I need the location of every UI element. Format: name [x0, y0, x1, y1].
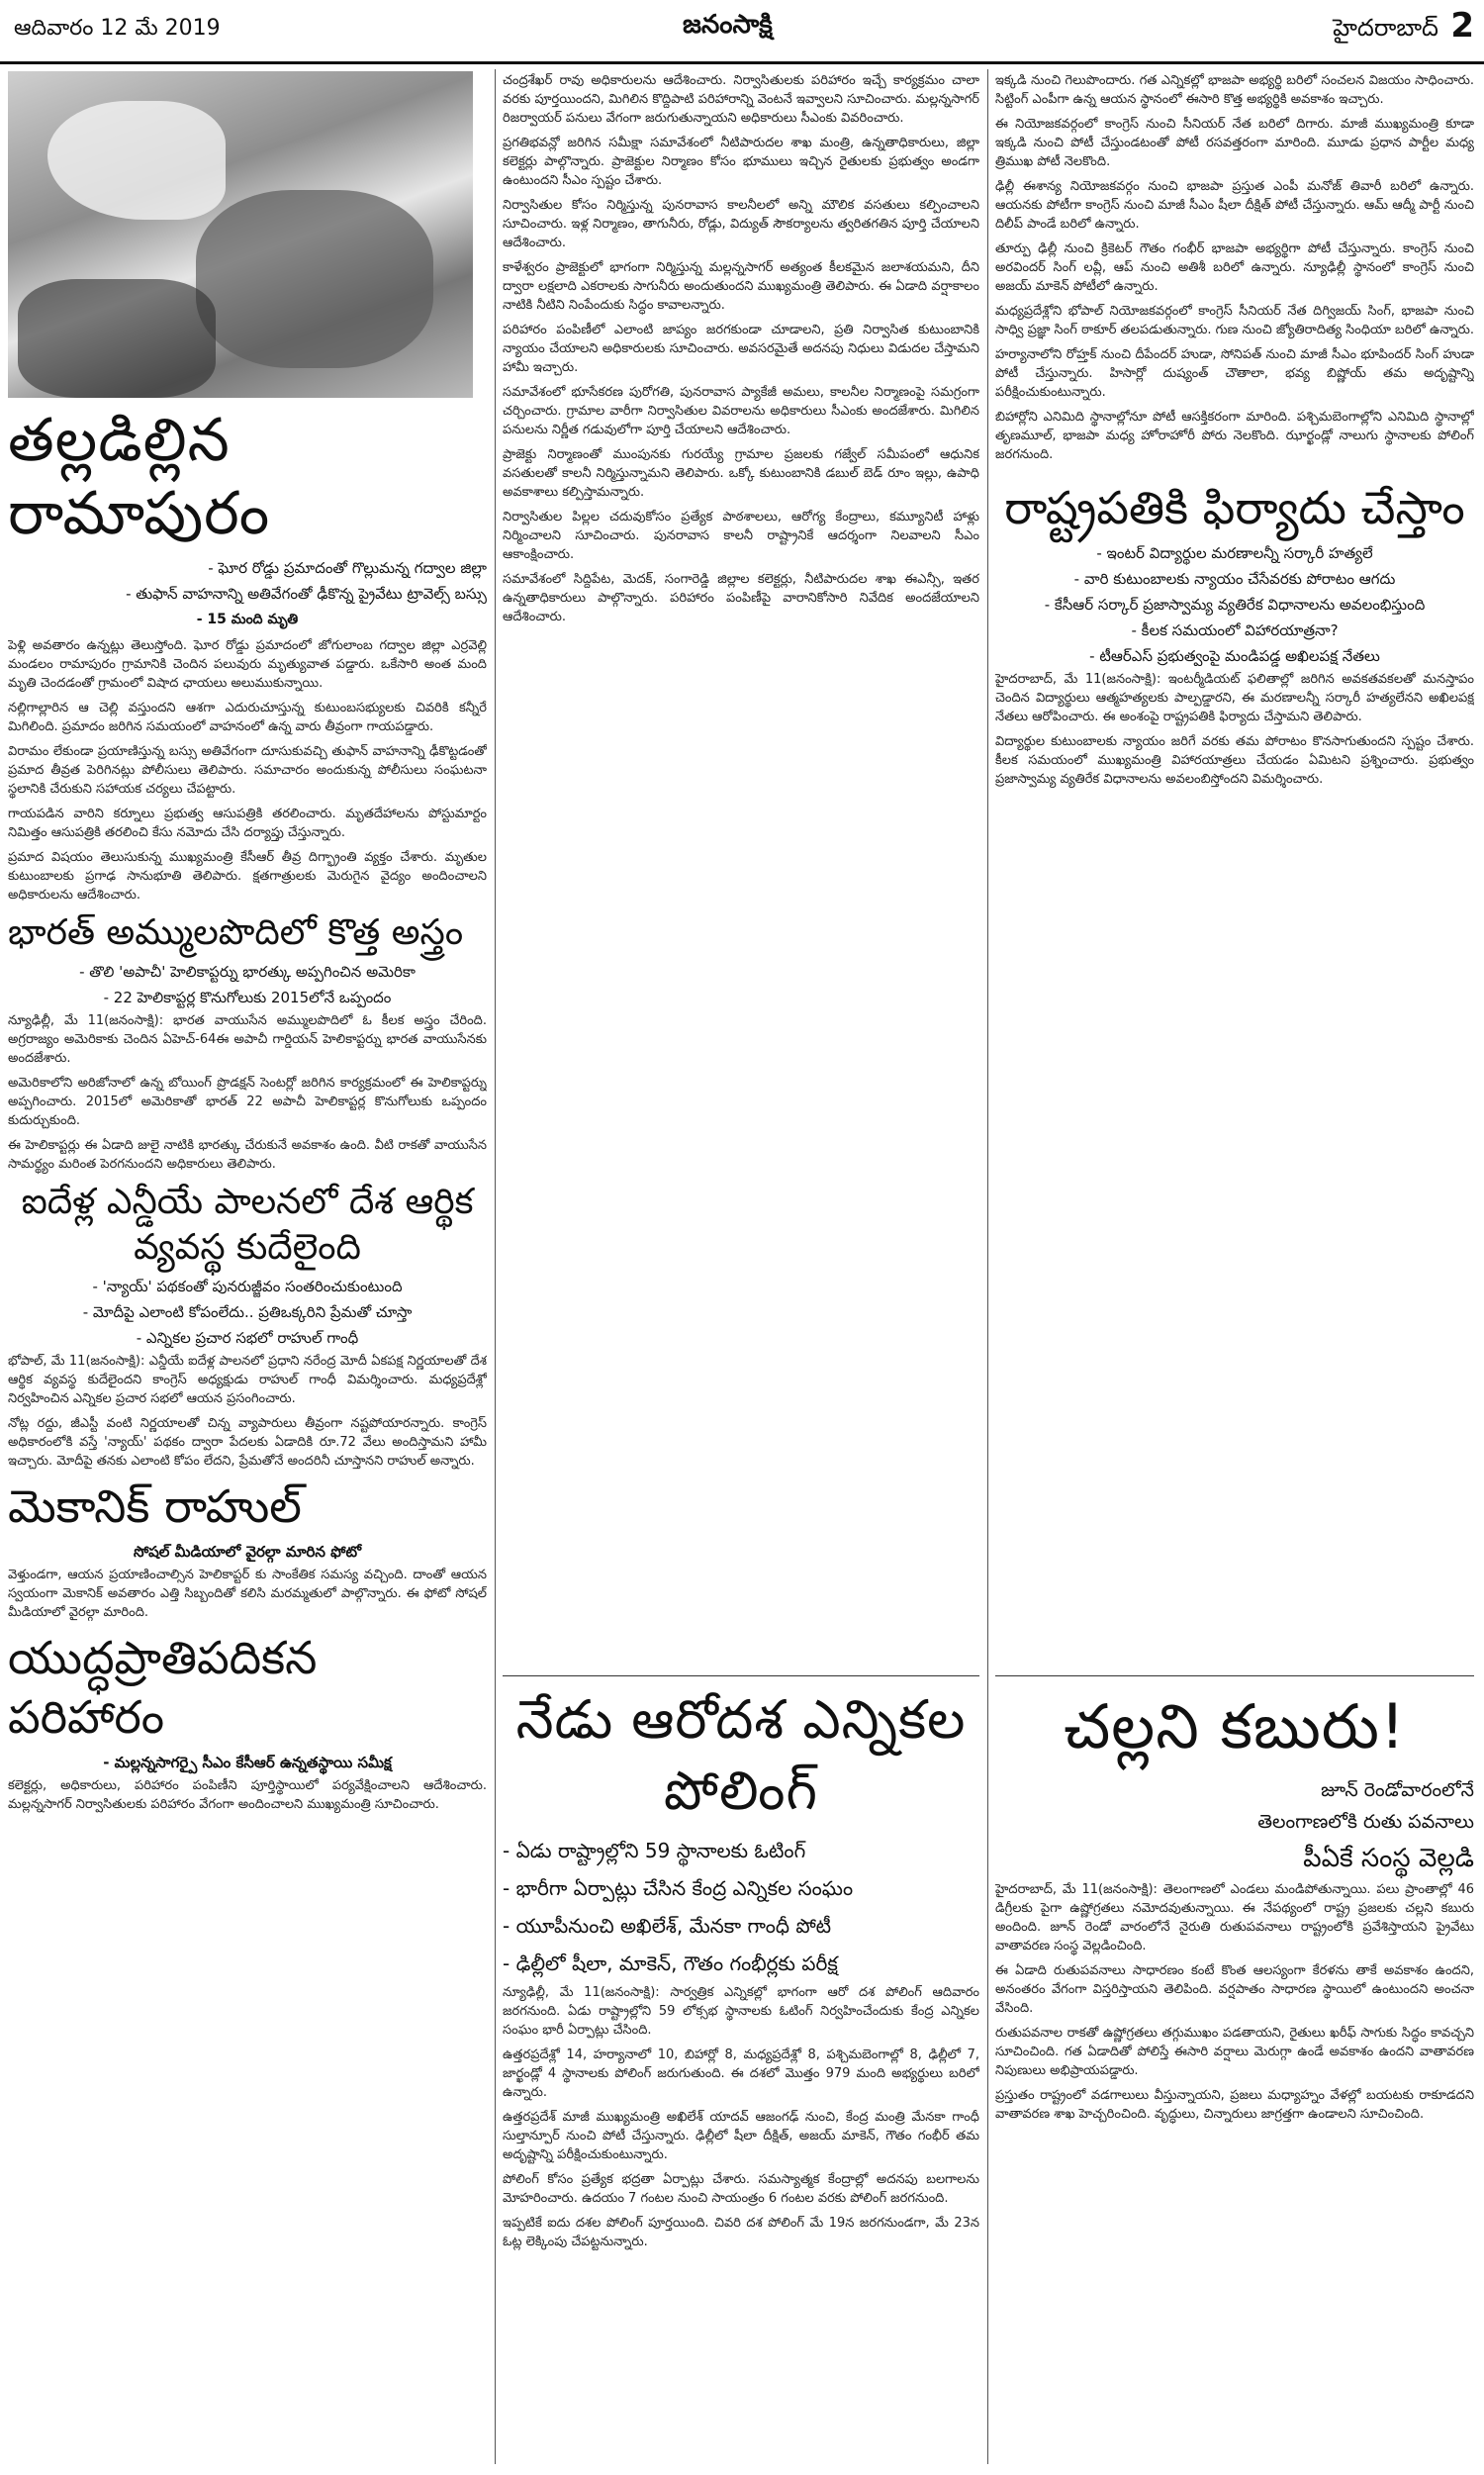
- article-paragraph: సమావేశంలో సిద్దిపేట, మెదక్, సంగారెడ్డి జిల్లాల కలెక్టర్లు, నీటిపారుదల శాఖ ఈఎన్సీ, ఇతర ఉన్నతాధికారులు పాల్గొన్నారు. పరిహారం పంపిణీపై వారానికోసారి నివేదిక అందజేయాలని ఆదేశించారు.: [503, 572, 979, 624]
- article-paragraph: న్యూఢిల్లీ, మే 11(జనంసాక్షి): సార్వత్రిక ఎన్నికల్లో భాగంగా ఆరో దశ పోలింగ్ ఆదివారం జరగనుంది. ఏడు రాష్ట్రాల్లోని 59 లోక్సభ స్థానాలకు ఓటింగ్ నిర్వహించేందుకు కేంద్ర ఎన్నికల సంఘం భారీ ఏర్పాట్లు చేసింది.: [503, 1985, 979, 2038]
- article-paragraph: అమెరికాలోని అరిజోనాలో ఉన్న బోయింగ్ ప్రొడక్షన్ సెంటర్లో జరిగిన కార్యక్రమంలో ఈ హెలికాప్టర్ను అప్పగించారు. 2015లో అమెరికాతో భారత్ 22 అపాచీ హెలికాప్టర్ల కొనుగోలుకు ఒప్పందం కుదుర్చుకుంది.: [8, 1076, 487, 1128]
- subheading: - యూపీనుంచి అఖిలేశ్, మేనకా గాంధీ పోటీ: [503, 1914, 832, 1938]
- subheading: - ఢిల్లీలో షీలా, మాకెన్, గౌతం గంభీర్లకు పరీక్ష: [503, 1951, 838, 1975]
- subheading: - మోదీపై ఎలాంటి కోపంలేదు.. ప్రతిఒక్కరిని ప్రేమతో చూస్తా: [82, 1303, 413, 1321]
- monsoon-story: [995, 1667, 1474, 2469]
- article-paragraph: ఈ నియోజకవర్గంలో కాంగ్రెస్ నుంచి సీనియర్ నేత బరిలో దిగారు. మాజీ ముఖ్యమంత్రి కూడా ఇక్కడి నుంచి పోటీ చేస్తుండటంతో పోటీ రసవత్తరంగా మారింది. మూడు ప్రధాన పార్టీల మధ్య త్రిముఖ పోటీ నెలకొంది.: [995, 117, 1474, 169]
- article-paragraph: పోలింగ్ కోసం ప్రత్యేక భద్రతా ఏర్పాట్లు చేశారు. సమస్యాత్మక కేంద్రాల్లో అదనపు బలగాలను మోహరించారు. ఉదయం 7 గంటల నుంచి సాయంత్రం 6 గంటల వరకు పోలింగ్ జరగనుంది.: [503, 2172, 979, 2206]
- article-paragraph: కాళేశ్వరం ప్రాజెక్టులో భాగంగా నిర్మిస్తున్న మల్లన్నసాగర్ అత్యంత కీలకమైన జలాశయమని, దీని ద్వారా లక్షలాది ఎకరాలకు సాగునీరు అందుతుందని ముఖ్యమంత్రి తెలిపారు. ఈ ఏడాది వర్షాకాలం నాటికి నీటిని నింపేందుకు సిద్ధం కావాలన్నారు.: [503, 260, 979, 313]
- article-paragraph: ఉత్తరప్రదేశ్లో 14, హర్యానాలో 10, బిహార్లో 8, మధ్యప్రదేశ్లో 8, పశ్చిమబెంగాల్లో 8, ఢిల్లీలో 7, జార్ఖండ్లో 4 స్థానాలకు పోలింగ్ జరుగుతుంది. ఈ దశలో మొత్తం 979 మంది అభ్యర్థులు బరిలో ఉన్నారు.: [503, 2047, 979, 2100]
- subheading: - కీలక సమయంలో విహారయాత్రనా?: [1131, 621, 1339, 639]
- subheading: - 'న్యాయ్' పథకంతో పునరుజ్జీవం సంతరించుకుంటుంది: [92, 1278, 403, 1295]
- subheading: తెలంగాణలోకి రుతు పవనాలు: [1257, 1811, 1474, 1833]
- column-divider: [987, 69, 988, 2464]
- article-paragraph: హైదరాబాద్, మే 11(జనంసాక్షి): తెలంగాణలో ఎండలు మండిపోతున్నాయి. పలు ప్రాంతాల్లో 46 డిగ్రీలకు పైగా ఉష్ణోగ్రతలు నమోదవుతున్నాయి. ఈ నేపథ్యంలో రాష్ట్ర ప్రజలకు చల్లని కబురు అందింది. జూన్ రెండో వారంలోనే నైరుతి రుతుపవనాలు రాష్ట్రంలోకి ప్రవేశిస్తాయని ప్రైవేటు వాతావరణ సంస్థ వెల్లడించింది.: [995, 1882, 1474, 1953]
- article-paragraph: విద్యార్థుల కుటుంబాలకు న్యాయం జరిగే వరకు తమ పోరాటం కొనసాగుతుందని స్పష్టం చేశారు. కీలక సమయంలో ముఖ్యమంత్రి విహారయాత్రలు చేయడం ఏమిటని ప్రశ్నించారు. ప్రభుత్వం ప్రజాస్వామ్య వ్యతిరేక విధానాలను అవలంబిస్తోందని విమర్శించారు.: [995, 734, 1474, 787]
- subheading: - తొలి 'అపాచీ' హెలికాప్టర్ను భారత్కు అప్పగించిన అమెరికా: [79, 963, 416, 981]
- article-paragraph: ప్రస్తుతం రాష్ట్రంలో వడగాలులు వీస్తున్నాయని, ప్రజలు మధ్యాహ్నం వేళల్లో బయటకు రాకూడదని వాతావరణ శాఖ హెచ్చరించింది. వృద్ధులు, చిన్నారులు జాగ్రత్తగా ఉండాలని సూచించింది.: [995, 2088, 1474, 2122]
- article-paragraph: ఈ ఏడాది రుతుపవనాలు సాధారణం కంటే కొంత ఆలస్యంగా కేరళను తాకే అవకాశం ఉందని, అనంతరం వేగంగా విస్తరిస్తాయని తెలిపింది. వర్షపాతం సాధారణ స్థాయిలో ఉంటుందని అంచనా వేసింది.: [995, 1963, 1474, 2016]
- article-paragraph: ఈ హెలికాప్టర్లు ఈ ఏడాది జులై నాటికి భారత్కు చేరుకునే అవకాశం ఉంది. వీటి రాకతో వాయుసేన సామర్థ్యం మరింత పెరగనుందని అధికారులు తెలిపారు.: [8, 1138, 487, 1172]
- election-story: [503, 1667, 979, 2469]
- subheading: - ఇంటర్ విద్యార్థుల మరణాలన్నీ సర్కారీ హత్యలే: [1096, 544, 1373, 562]
- article-paragraph: గాయపడిన వారిని కర్నూలు ప్రభుత్వ ఆసుపత్రికి తరలించారు. మృతదేహాలను పోస్టుమార్టం నిమిత్తం ఆసుపత్రికి తరలించి కేసు నమోదు చేసి దర్యాప్తు చేస్తున్నారు.: [8, 807, 487, 840]
- article-paragraph: రుతుపవనాల రాకతో ఉష్ణోగ్రతలు తగ్గుముఖం పడతాయని, రైతులు ఖరీఫ్ సాగుకు సిద్ధం కావచ్చని సూచించింది. గత ఏడాదితో పోలిస్తే ఈసారి వర్షాలు మెరుగ్గా ఉండే అవకాశం ఉందని వాతావరణ నిపుణులు అభిప్రాయపడ్డారు.: [995, 2026, 1474, 2078]
- subheading: - భారీగా ఏర్పాట్లు చేసిన కేంద్ర ఎన్నికల సంఘం: [503, 1876, 854, 1900]
- article-paragraph: చంద్రశేఖర్ రావు అధికారులను ఆదేశించారు. నిర్వాసితులకు పరిహారం ఇచ్చే కార్యక్రమం చాలా వరకు పూర్తయిందని, మిగిలిన కొద్దిపాటి పరిహారాన్ని వెంటనే ఇవ్వాలని సూచించారు. మల్లన్నసాగర్ రిజర్వాయర్ పనులు వేగంగా జరుగుతున్నాయని అధికారులు సీఎంకు వివరించారు.: [503, 73, 979, 126]
- article-paragraph: పరిహారం పంపిణీలో ఎలాంటి జాప్యం జరగకుండా చూడాలని, ప్రతి నిర్వాసిత కుటుంబానికి న్యాయం చేయాలని అధికారులకు సూచించారు. అవసరమైతే అదనపు నిధులు విడుదల చేస్తామని హామీ ఇచ్చారు.: [503, 323, 979, 375]
- subheading: - 22 హెలికాప్టర్ల కొనుగోలుకు 2015లోనే ఒప్పందం: [103, 989, 392, 1006]
- article-paragraph: పెళ్లి అవతారం ఉన్నట్లు తెలుస్తోంది. ఘోర రోడ్డు ప్రమాదంలో జోగులాంబ గద్వాల జిల్లా ఎర్రవెల్లి మండలం రామాపురం గ్రామానికి చెందిన పలువురు మృత్యువాత పడ్డారు. ఒకేసారి అంత మంది మృతి చెందడంతో గ్రామంలో విషాద ఛాయలు అలుముకున్నాయి.: [8, 638, 487, 691]
- subheading: - తుఫాన్ వాహనాన్ని అతివేగంతో ఢీకొన్న ప్రైవేటు ట్రావెల్స్ బస్సు: [126, 585, 487, 603]
- headline-mechanic-rahul: మెకానిక్ రాహుల్: [8, 1479, 302, 1533]
- article-paragraph: నల్లిగాల్లారిన ఆ చెల్లి వస్తుందని ఆశగా ఎదురుచూస్తున్న కుటుంబసభ్యులకు చివరికి కన్నీరే మిగిలింది. ప్రమాదం జరిగిన సమయంలో వాహనంలో ఉన్న వారు తీవ్రంగా గాయపడ్డారు.: [8, 701, 487, 734]
- article-paragraph: తూర్పు ఢిల్లీ నుంచి క్రికెటర్ గౌతం గంభీర్ భాజపా అభ్యర్థిగా పోటీ చేస్తున్నారు. కాంగ్రెస్ నుంచి అరవిందర్ సింగ్ లవ్లీ, ఆప్ నుంచి అతిశీ బరిలో ఉన్నారు. న్యూఢిల్లీ స్థానంలో కాంగ్రెస్ నుంచి అజయ్ మాకెన్ పోటీలో ఉన్నారు.: [995, 241, 1474, 294]
- article-paragraph: న్యూఢిల్లీ, మే 11(జనంసాక్షి): భారత వాయుసేన అమ్ములపొదిలో ఓ కీలక అస్త్రం చేరింది. అగ్రరాజ్యం అమెరికాకు చెందిన ఏహెచ్-64ఈ అపాచీ గార్డియన్ హెలికాప్టర్ను భారత వాయుసేనకు అందజేశారు.: [8, 1013, 487, 1066]
- article-paragraph: హైదరాబాద్, మే 11(జనంసాక్షి): ఇంటర్మీడియట్ ఫలితాల్లో జరిగిన అవకతవకలతో మనస్తాపం చెందిన విద్యార్థులు ఆత్మహత్యలకు పాల్పడ్డారని, ఈ మరణాలన్నీ సర్కారీ హత్యలేనని అఖిలపక్ష నేతలు ఆరోపించారు. ఈ అంశంపై రాష్ట్రపతికి ఫిర్యాదు చేస్తామని తెలిపారు.: [995, 672, 1474, 724]
- article-paragraph: కలెక్టర్లు, అధికారులు, పరిహారం పంపిణీని పూర్తిస్థాయిలో పర్యవేక్షించాలని ఆదేశించారు. మల్లన్నసాగర్ నిర్వాసితులకు పరిహారం వేగంగా అందించాలని ముఖ్యమంత్రి సూచించారు.: [8, 1778, 487, 1812]
- article-paragraph: బిహార్లోని ఎనిమిది స్థానాల్లోనూ పోటీ ఆసక్తికరంగా మారింది. పశ్చిమబెంగాల్లోని ఎనిమిది స్థానాల్లో తృణమూల్, భాజపా మధ్య హోరాహోరీ పోరు నెలకొంది. ఝార్ఖండ్లో నాలుగు స్థానాలకు పోలింగ్ జరగనుంది.: [995, 410, 1474, 462]
- headline-compensation: యుద్ధప్రాతిపదికన పరిహారం: [8, 1631, 318, 1744]
- article-paragraph: హర్యానాలోని రోహ్తక్ నుంచి దీపేందర్ హుడా, సోనిపత్ నుంచి మాజీ సీఎం భూపిందర్ సింగ్ హుడా పోటీ చేస్తున్నారు. హిసార్లో దుష్యంత్ చౌతాలా, భవ్య బిష్ణోయ్ తమ అదృష్టాన్ని పరీక్షించుకుంటున్నారు.: [995, 347, 1474, 400]
- article-paragraph: ఉత్తరప్రదేశ్ మాజీ ముఖ్యమంత్రి అఖిలేశ్ యాదవ్ ఆజంగఢ్ నుంచి, కేంద్ర మంత్రి మేనకా గాంధీ సుల్తాన్పూర్ నుంచి పోటీ చేస్తున్నారు. ఢిల్లీలో షీలా దీక్షిత్, అజయ్ మాకెన్, గౌతం గంభీర్ తమ అదృష్టాన్ని పరీక్షించుకుంటున్నారు.: [503, 2110, 979, 2162]
- subheading: - ఎన్నికల ప్రచార సభలో రాహుల్ గాంధీ: [136, 1329, 359, 1347]
- subheading: సోషల్ మీడియాలో వైరల్గా మారిన ఫోటో: [133, 1543, 362, 1561]
- article-paragraph: నోట్ల రద్దు, జీఎస్టీ వంటి నిర్ణయాలతో చిన్న వ్యాపారులు తీవ్రంగా నష్టపోయారన్నారు. కాంగ్రెస్ అధికారంలోకి వస్తే 'న్యాయ్' పథకం ద్వారా పేదలకు ఏడాదికి రూ.72 వేలు అందిస్తామని హామీ ఇచ్చారు. మోదీపై తనకు ఎలాంటి కోపం లేదని, ప్రేమతోనే అందరినీ చూస్తానని రాహుల్ అన్నారు.: [8, 1416, 487, 1469]
- column-left: [8, 71, 487, 2466]
- article-paragraph: ప్రమాద విషయం తెలుసుకున్న ముఖ్యమంత్రి కేసీఆర్ తీవ్ర దిగ్భ్రాంతి వ్యక్తం చేశారు. మృతుల కుటుంబాలకు ప్రగాఢ సానుభూతి తెలిపారు. క్షతగాత్రులకు మెరుగైన వైద్యం అందించాలని అధికారులను ఆదేశించారు.: [8, 850, 487, 903]
- headline-election-phase6: నేడు ఆరోదశ ఎన్నికల పోలింగ్: [515, 1688, 967, 1822]
- accident-photo: [8, 71, 473, 398]
- article-paragraph: ఇక్కడి నుంచి గెలుపొందారు. గత ఎన్నికల్లో భాజపా అభ్యర్థి బరిలో సంచలన విజయం సాధించారు. సిట్టింగ్ ఎంపీగా ఉన్న ఆయన స్థానంలో ఈసారి కొత్త అభ్యర్థికి అవకాశం ఇచ్చారు.: [995, 73, 1474, 107]
- article-paragraph: విరామం లేకుండా ప్రయాణిస్తున్న బస్సు అతివేగంగా దూసుకువచ్చి తుఫాన్ వాహనాన్ని ఢీకొట్టడంతో ప్రమాద తీవ్రత పెరిగినట్లు పోలీసులు తెలిపారు. సమాచారం అందుకున్న పోలీసులు సంఘటనా స్థలానికి చేరుకుని సహాయక చర్యలు చేపట్టారు.: [8, 744, 487, 797]
- article-paragraph: భోపాల్, మే 11(జనంసాక్షి): ఎన్డీయే ఐదేళ్ల పాలనలో ప్రధాని నరేంద్ర మోదీ ఏకపక్ష నిర్ణయాలతో దేశ ఆర్థిక వ్యవస్థ కుదేలైందని కాంగ్రెస్ అధ్యక్షుడు రాహుల్ గాంధీ విమర్శించారు. మధ్యప్రదేశ్లో నిర్వహించిన ఎన్నికల ప్రచార సభలో ఆయన ప్రసంగించారు.: [8, 1354, 487, 1406]
- dateline: - 15 మంది మృతి: [196, 612, 299, 627]
- column-divider: [495, 69, 496, 2464]
- article-paragraph: ఢిల్లీ ఈశాన్య నియోజకవర్గం నుంచి భాజపా ప్రస్తుత ఎంపీ మనోజ్ తివారీ బరిలో ఉన్నారు. ఆయనకు పోటీగా కాంగ్రెస్ నుంచి మాజీ సీఎం షీలా దీక్షిత్ పోటీ చేస్తున్నారు. ఆమ్ ఆద్మీ పార్టీ నుంచి దిలీప్ పాండే బరిలో ఉన్నారు.: [995, 179, 1474, 232]
- article-paragraph: మధ్యప్రదేశ్లోని భోపాల్ నియోజకవర్గంలో కాంగ్రెస్ సీనియర్ నేత దిగ్విజయ్ సింగ్, భాజపా నుంచి సాధ్వి ప్రజ్ఞా సింగ్ ఠాకూర్ తలపడుతున్నారు. గుణ నుంచి జ్యోతిరాదిత్య సింధియా బరిలో ఉన్నారు.: [995, 304, 1474, 337]
- headline-monsoon: చల్లని కబురు!: [1064, 1690, 1406, 1762]
- article-paragraph: ప్రాజెక్టు నిర్మాణంతో ముంపునకు గురయ్యే గ్రామాల ప్రజలకు గజ్వేల్ సమీపంలో ఆధునిక వసతులతో కాలనీ నిర్మిస్తున్నామని తెలిపారు. ఒక్కో కుటుంబానికి డబుల్ బెడ్ రూం ఇల్లు, ఉపాధి అవకాశాలు కల్పిస్తామన్నారు.: [503, 447, 979, 500]
- subheading: - మల్లన్నసాగర్పై సీఎం కేసీఆర్ ఉన్నతస్థాయి సమీక్ష: [103, 1754, 392, 1771]
- headline-president-complaint: రాష్ట్రపతికి ఫిర్యాదు చేస్తాం: [1004, 481, 1465, 534]
- article-paragraph: నిర్వాసితుల పిల్లల చదువుకోసం ప్రత్యేక పాఠశాలలు, ఆరోగ్య కేంద్రాలు, కమ్యూనిటీ హాళ్లు నిర్మించాలని సూచించారు. పునరావాస కాలనీ రాష్ట్రానికే ఆదర్శంగా నిలవాలని సీఎం ఆకాంక్షించారు.: [503, 510, 979, 562]
- subheading: పీఏకే సంస్థ వెల్లడి: [1303, 1844, 1474, 1873]
- subheading: - ఏడు రాష్ట్రాల్లోని 59 స్థానాలకు ఓటింగ్: [503, 1839, 806, 1862]
- subheading: జూన్ రెండోవారంలోనే: [1321, 1779, 1474, 1801]
- subheading: - వారి కుటుంబాలకు న్యాయం చేసేవరకు పోరాటం ఆగదు: [1073, 570, 1396, 588]
- subheading: - ఘోర రోడ్డు ప్రమాదంతో గొల్లుమన్న గద్వాల జిల్లా: [208, 559, 487, 577]
- headline-rampuram: తల్లడిల్లిన రామాపురం: [8, 406, 271, 548]
- edition-city: హైదరాబాద్: [1333, 14, 1438, 42]
- issue-date: ఆదివారం 12 మే 2019: [14, 16, 221, 41]
- newspaper-logo: జనంసాక్షి: [683, 10, 773, 40]
- headline-economy: ఐదేళ్ల ఎన్డీయే పాలనలో దేశ ఆర్థిక వ్యవస్థ కుదేలైంది: [21, 1182, 474, 1268]
- page-number: 2: [1450, 6, 1474, 46]
- article-paragraph: ఇప్పటికే ఐదు దశల పోలింగ్ పూర్తయింది. చివరి దశ పోలింగ్ మే 19న జరగనుండగా, మే 23న ఓట్ల లెక్కింపు చేపట్టనున్నారు.: [503, 2216, 979, 2249]
- article-paragraph: సమావేశంలో భూసేకరణ పురోగతి, పునరావాస ప్యాకేజీ అమలు, కాలనీల నిర్మాణంపై సమగ్రంగా చర్చించారు. గ్రామాల వారీగా నిర్వాసితుల వివరాలను అధికారులు సీఎంకు అందజేశారు. మిగిలిన పనులను నిర్ణీత గడువులోగా పూర్తి చేయాలని ఆదేశించారు.: [503, 385, 979, 437]
- article-paragraph: ప్రగతిభవన్లో జరిగిన సమీక్షా సమావేశంలో నీటిపారుదల శాఖ మంత్రి, ఉన్నతాధికారులు, జిల్లా కలెక్టర్లు పాల్గొన్నారు. ప్రాజెక్టుల నిర్మాణం కోసం భూములు ఇచ్చిన రైతులకు ప్రభుత్వం అండగా ఉంటుందని సీఎం స్పష్టం చేశారు.: [503, 136, 979, 188]
- subheading: - టీఆర్ఎస్ ప్రభుత్వంపై మండిపడ్డ అఖిలపక్ష నేతలు: [1089, 647, 1380, 665]
- subheading: - కేసీఆర్ సర్కార్ ప్రజాస్వామ్య వ్యతిరేక విధానాలను అవలంభిస్తుంది: [1044, 596, 1426, 614]
- article-paragraph: వెళ్తుండగా, ఆయన ప్రయాణించాల్సిన హెలికాప్టర్ కు సాంకేతిక సమస్య వచ్చింది. దాంతో ఆయన స్వయంగా మెకానిక్ అవతారం ఎత్తి సిబ్బందితో కలిసి మరమ్మతులో పాల్గొన్నారు. ఈ ఫోటో సోషల్ మీడియాలో వైరల్గా మారింది.: [8, 1568, 487, 1620]
- headline-apache: భారత్ అమ్ములపొదిలో కొత్త అస్త్రం: [8, 912, 464, 953]
- masthead: [0, 0, 1484, 64]
- article-paragraph: నిర్వాసితుల కోసం నిర్మిస్తున్న పునరావాస కాలనీలలో అన్ని మౌలిక వసతులు కల్పించాలని సూచించారు. ఇళ్ల నిర్మాణం, తాగునీరు, రోడ్లు, విద్యుత్ సౌకర్యాలను త్వరితగతిన పూర్తి చేయాలని ఆదేశించారు.: [503, 198, 979, 250]
